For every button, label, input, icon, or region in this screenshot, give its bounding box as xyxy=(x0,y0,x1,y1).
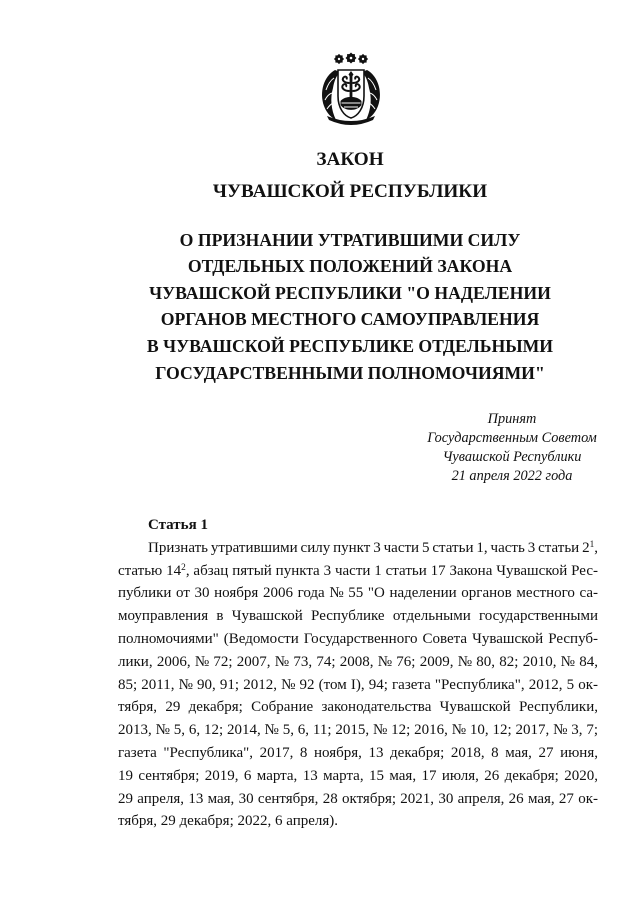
article-text-line xyxy=(118,696,598,719)
article-text-line xyxy=(118,674,598,697)
line-text: газета "Республика", 2017, 8 ноября, 13 декабря; 2018, 8 мая, 27 июня, xyxy=(118,744,598,761)
adoption-note-line: 21 апреля 2022 года xyxy=(451,468,573,484)
line-text: моуправления в Чувашской Республике отдельными государственными xyxy=(118,608,598,625)
line-text: 85; 2011, № 90, 91; 2012, № 92 (том I), 94; газета "Республика", 2012, 5 ок- xyxy=(118,676,598,693)
line-text: , абзац пятый пункта 3 части 1 статьи 17 Закона Чувашской Рес- xyxy=(185,562,598,579)
line-text: Признать утратившими силу пункт 3 части 5 статьи 1, часть 3 статьи 2 xyxy=(148,539,590,556)
law-title-line: ЗАКОН xyxy=(316,149,384,170)
line-text: , xyxy=(594,539,598,556)
superscript-index: 1 xyxy=(589,539,595,550)
adoption-note-line: Принят xyxy=(487,411,537,427)
article-text-line xyxy=(118,651,598,674)
line-text: полномочиями" (Ведомости Государственного Совета Чувашской Респуб- xyxy=(118,630,598,647)
article-text-line xyxy=(118,810,598,833)
article-text-line xyxy=(118,765,598,788)
law-subtitle-line: В ЧУВАШСКОЙ РЕСПУБЛИКЕ ОТДЕЛЬНЫМИ xyxy=(146,336,554,357)
adoption-note-line: Государственным Советом xyxy=(427,430,597,446)
adoption-note xyxy=(424,410,600,486)
law-title xyxy=(100,144,600,208)
law-title-line: ЧУВАШСКОЙ РЕСПУБЛИКИ xyxy=(212,181,488,202)
article-1 xyxy=(118,514,598,833)
line-text: публики от 30 ноября 2006 года № 55 "О наделении органов местного са- xyxy=(118,585,598,602)
line-text: тября, 29 декабря; Собрание законодательства Чувашской Республики, xyxy=(118,699,598,716)
line-text: лики, 2006, № 72; 2007, № 73, 74; 2008, № 76; 2009, № 80, 82; 2010, № 84, xyxy=(118,653,598,670)
article-text-line xyxy=(118,788,598,811)
law-subtitle xyxy=(100,227,600,387)
line-text: статью 14 xyxy=(118,562,182,579)
article-text-line xyxy=(118,537,598,560)
article-text-line xyxy=(118,628,598,651)
article-text-line xyxy=(118,582,598,605)
law-subtitle-line: ГОСУДАРСТВЕННЫМИ ПОЛНОМОЧИЯМИ" xyxy=(155,362,545,383)
article-text-line xyxy=(118,742,598,765)
law-subtitle-line: ЧУВАШСКОЙ РЕСПУБЛИКИ "О НАДЕЛЕНИИ xyxy=(149,282,551,303)
article-heading: Статья 1 xyxy=(148,517,208,533)
article-text-line xyxy=(118,560,598,583)
line-text: 29 апреля, 13 мая, 30 сентября, 28 октября; 2021, 30 апреля, 26 мая, 27 ок- xyxy=(118,790,598,807)
star-icon xyxy=(334,52,368,64)
article-text-line xyxy=(118,719,598,742)
article-text-line xyxy=(118,605,598,628)
law-subtitle-line: ОТДЕЛЬНЫХ ПОЛОЖЕНИЙ ЗАКОНА xyxy=(187,256,513,277)
coat-of-arms-icon xyxy=(318,50,384,126)
line-text: 2013, № 5, 6, 12; 2014, № 5, 6, 11; 2015, № 12; 2016, № 10, 12; 2017, № 3, 7; xyxy=(118,722,598,739)
line-text: тября, 29 декабря; 2022, 6 апреля). xyxy=(118,813,339,830)
line-text: 19 сентября; 2019, 6 марта, 13 марта, 15 мая, 17 июля, 26 декабря; 2020, xyxy=(118,767,598,784)
law-subtitle-line: ОРГАНОВ МЕСТНОГО САМОУПРАВЛЕНИЯ xyxy=(160,309,540,330)
superscript-index: 2 xyxy=(181,562,186,573)
law-subtitle-line: О ПРИЗНАНИИ УТРАТИВШИМИ СИЛУ xyxy=(179,229,521,250)
adoption-note-line: Чувашской Республики xyxy=(442,449,582,465)
